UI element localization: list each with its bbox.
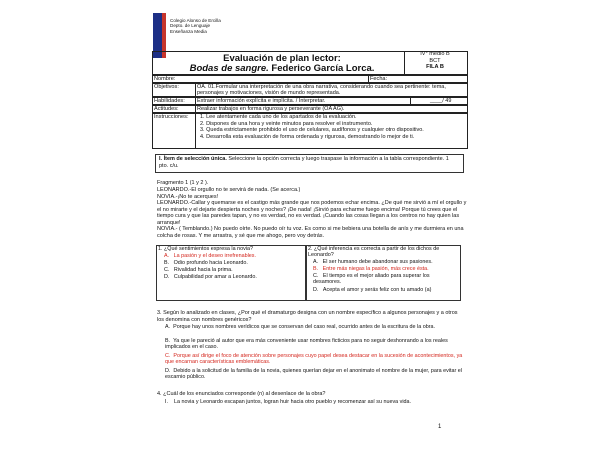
attitudes-text: Realizar trabajos en forma rigurosa y perseverante (OA AG). bbox=[197, 106, 345, 112]
instructions-label: Instrucciones: bbox=[154, 114, 189, 120]
question-3-text: 3. Según lo analizado en clases, ¿Por qué el dramaturgo designa con un nombre específico a algunos personajes y a otros los denomina con nombres genéricos? bbox=[157, 310, 458, 323]
q1-option-b[interactable]: B. Odio profundo hacia Leonardo. bbox=[164, 260, 248, 266]
grade-info bbox=[405, 51, 465, 71]
q2-option-d[interactable]: D. Acepta el amor y serás feliz con tu amado (a) bbox=[313, 287, 432, 293]
fragment-line: NOVIA.-¡No te acerques! bbox=[157, 193, 219, 200]
q3-option-d[interactable]: D. Debido a la solicitud de la familia de la novia, quienes querían dejar en el anonimato el nombre de la mujer, para evitar el escarnio público. bbox=[165, 368, 462, 381]
q1-option-c[interactable]: C. Rivalidad hacia la prima. bbox=[164, 267, 233, 273]
objectives-label: Objetivos: bbox=[154, 84, 179, 90]
exam-title: Evaluación de plan lector: bbox=[223, 53, 341, 64]
question-4-text: 4. ¿Cuál de los enunciados corresponde (n) al desenlace de la obra? bbox=[157, 391, 326, 397]
q2-option-c[interactable]: C. El tiempo es el mejor aliado para superar los desamores. bbox=[313, 273, 430, 286]
course-label: BCT bbox=[429, 57, 441, 64]
q4-option-i[interactable]: I. La novia y Leonardo escapan juntos, logran huir hacia otro pueblo y recomenzar así su nueva vida. bbox=[165, 399, 412, 405]
date-field[interactable]: Fecha: bbox=[370, 75, 388, 82]
q3-option-c[interactable]: C. Porque así dirige el foco de atención sobre personajes cuyo papel desea destacar en la sucesión de acontecimientos, ya que encarnan características emblemáticas. bbox=[165, 353, 463, 366]
q3-option-b[interactable]: B. Ya que le pareció al autor que era más conveniente usar nombres ficticios para no seguir deshonrando a los reales implicados en el caso. bbox=[165, 338, 448, 351]
name-row bbox=[152, 75, 468, 83]
attitudes-label: Actitudes: bbox=[154, 106, 179, 112]
instruction-item: 4. Desarrolla esta evaluación de forma ordenada y rigurosa, demostrando lo mejor de ti. bbox=[200, 133, 415, 140]
fragment-line: NOVIA.- ( Temblando.) No puedo oírte. No puedo oír tu voz. Es como si me bebiera una botella de anís y me durmiera en una colcha de rosas. Y me arrastra, y sé que me ahogo, pero voy detrás. bbox=[157, 226, 464, 239]
exam-subtitle bbox=[160, 63, 404, 74]
grade-label: IV° medio B bbox=[420, 51, 450, 57]
section-text: Seleccione la opción correcta y luego traspase la información a la tabla correspondiente. 1 pto. c/u. bbox=[159, 156, 449, 169]
section-heading: I. Ítem de selección única. bbox=[159, 156, 227, 162]
fragment-line: LEONARDO.-El orgullo no te servirá de nada. (Se acerca.) bbox=[157, 187, 301, 193]
q1-option-d[interactable]: D. Culpabilidad por amar a Leonardo. bbox=[164, 274, 257, 280]
score-field: ____/ 49 bbox=[430, 98, 452, 104]
instructions-list bbox=[200, 114, 465, 140]
q3-option-a[interactable]: A. Porque hay unos nombres verídicos que se conservan del caso real, ocurrido antes de la escritura de la obra. bbox=[165, 324, 435, 330]
q2-option-a[interactable]: A. El ser humano debe abandonar sus pasiones. bbox=[313, 259, 433, 265]
school-info bbox=[170, 18, 221, 34]
page-number: 1 bbox=[438, 424, 442, 430]
instruction-item: 2. Dispones de una hora y veinte minutos para resolver el instrumento. bbox=[200, 120, 373, 127]
question-1-text: 1. ¿Qué sentimientos expresa la novia? bbox=[158, 246, 253, 252]
fragment-label: Fragmento 1 (1 y 2 ). bbox=[157, 180, 209, 186]
q2-option-b[interactable]: B. Entre más niegas la pasión, más crece ésta. bbox=[313, 266, 429, 272]
q1-option-a[interactable]: A. La pasión y el deseo irrefrenables. bbox=[164, 253, 257, 259]
instruction-item: 3. Queda estrictamente prohibido el uso de celulares, audífonos y cualquier otro dispositivo. bbox=[200, 127, 424, 133]
school-dept: Depto. de Lenguaje bbox=[170, 23, 211, 29]
name-field[interactable]: Nombre: bbox=[154, 75, 176, 82]
section-instructions bbox=[159, 156, 459, 169]
row-label: FILA B bbox=[426, 64, 444, 71]
skills-label: Habilidades: bbox=[154, 98, 185, 104]
school-level: Enseñanza Media bbox=[170, 28, 207, 34]
fragment-text bbox=[157, 187, 467, 239]
objectives-text: OA. 01.Formular una interpretación de una obra narrativa, considerando cuando sea pertinente: tema, personajes y motivaciones, visión de mundo representada. bbox=[197, 83, 446, 96]
author-name: Federico García Lorca. bbox=[268, 63, 375, 74]
fragment-line: LEONARDO.-Callar y quemarse es el castigo más grande que nos podemos echar encima. ¿De qué me sirvió a mí el orgullo y el no mirarte y el dejarte despierta noches y noches? ¡De nada! ¡Sirvió para echarme fuego encima! Porque tú crees que el tiempo cura y que las paredes tapan, y no es verdad, no es verdad. ¡Cuando las cosas llegan a los centros no hay quien las arranque! bbox=[157, 200, 467, 226]
question-2-text: 2. ¿Qué inferencia es correcta a partir de los dichos de Leonardo? bbox=[308, 246, 440, 259]
book-title: Bodas de sangre. bbox=[189, 63, 269, 74]
school-name: Colegio Alonso de Ercilla bbox=[170, 18, 221, 23]
skills-text: Extraer información explícita e implícita. / Interpretar. bbox=[197, 98, 326, 104]
instruction-item: 1. Lee atentamente cada uno de los apartados de la evaluación. bbox=[200, 114, 357, 120]
